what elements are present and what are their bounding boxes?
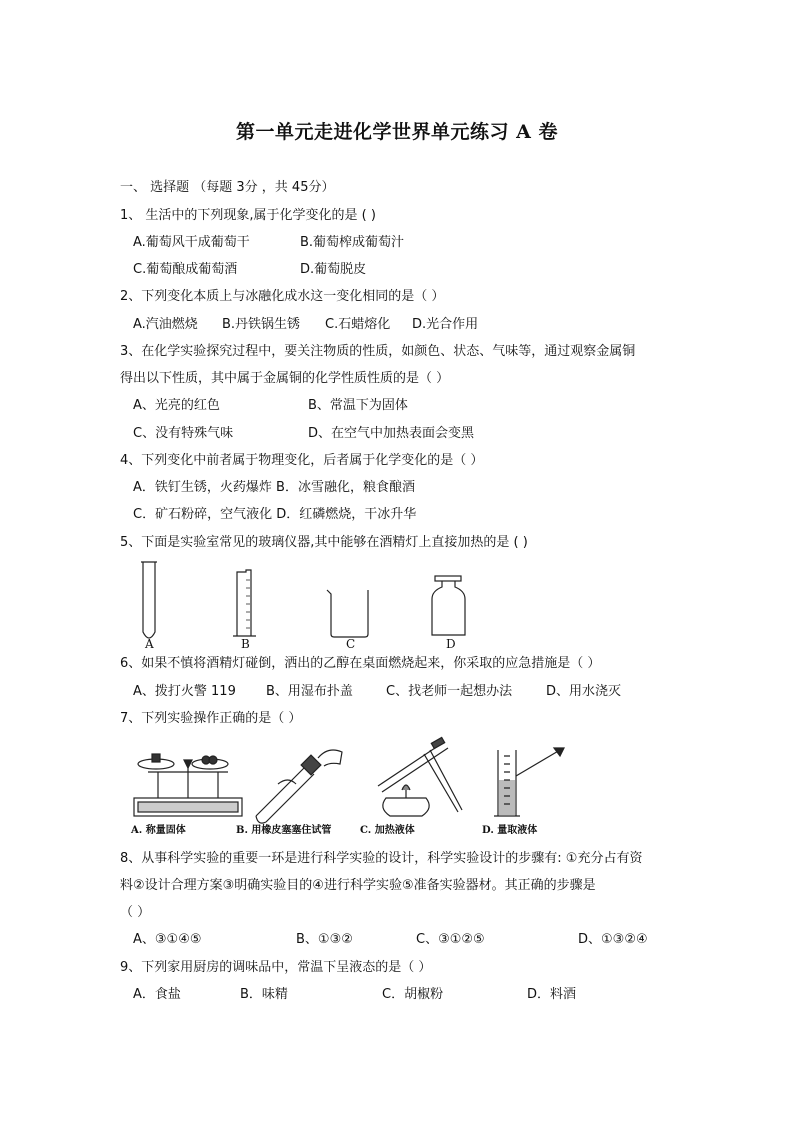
- q5-label-b: B: [241, 637, 250, 651]
- q7-caption-a: A. 称量固体: [131, 825, 186, 836]
- section-heading: 一、 选择题 （每题 3分 ，共 45分）: [120, 180, 335, 195]
- q9-option-d: D．料酒: [527, 987, 577, 1002]
- q7-caption-b: B. 用橡皮塞塞住试管: [236, 825, 332, 836]
- q9-option-b: B．味精: [240, 987, 288, 1002]
- question-2-stem: 2、下列变化本质上与冰融化成水这一变化相同的是（ ）: [120, 289, 445, 304]
- q7-caption-d: D. 量取液体: [482, 825, 538, 836]
- stopper-tube-icon: [256, 750, 342, 823]
- q2-option-b: B.丹铁锅生锈: [222, 317, 301, 332]
- q2-option-c: C.石蜡熔化: [325, 317, 391, 332]
- test-tube-icon: [141, 562, 157, 638]
- q1-option-a: A.葡萄风干成葡萄干: [133, 235, 250, 250]
- cylinder-reading-icon: [494, 748, 564, 816]
- question-3-stem-line2: 得出以下性质，其中属于金属铜的化学性质性质的是（ ）: [120, 371, 450, 386]
- question-7-stem: 7、下列实验操作正确的是（ ）: [120, 711, 302, 726]
- q6-option-c: C、找老师一起想办法: [386, 684, 513, 699]
- alcohol-lamp-heating-icon: [378, 737, 462, 816]
- q5-label-c: C: [346, 637, 356, 651]
- question-5-stem: 5、下面是实验室常见的玻璃仪器,其中能够在酒精灯上直接加热的是 ( ): [120, 535, 528, 550]
- balance-scale-icon: [134, 754, 242, 816]
- question-6-stem: 6、如果不慎将酒精灯碰倒，洒出的乙醇在桌面燃烧起来，你采取的应急措施是（ ）: [120, 656, 601, 671]
- q7-caption-c: C. 加热液体: [360, 825, 415, 836]
- q9-option-a: A．食盐: [133, 987, 181, 1002]
- q1-option-c: C.葡萄酿成葡萄酒: [133, 262, 238, 277]
- q3-option-d: D、在空气中加热表面会变黑: [308, 426, 475, 441]
- question-4-stem: 4、下列变化中前者属于物理变化，后者属于化学变化的是（ ）: [120, 453, 484, 468]
- q8-option-c: C、③①②⑤: [416, 932, 485, 947]
- q8-option-a: A、③①④⑤: [133, 932, 202, 947]
- q3-option-c: C、没有特殊气味: [133, 426, 234, 441]
- q5-label-d: D: [446, 637, 456, 651]
- q3-option-a: A、光亮的红色: [133, 398, 220, 413]
- question-9-stem: 9、下列家用厨房的调味品中，常温下呈液态的是（ ）: [120, 960, 432, 975]
- q4-options-line1: A．铁钉生锈，火药爆炸 B．冰雪融化，粮食酿酒: [133, 480, 415, 495]
- question-8-stem-line3: （ ）: [120, 905, 151, 920]
- graduated-cylinder-icon: [233, 570, 256, 636]
- q3-option-b: B、常温下为固体: [308, 398, 408, 413]
- q6-option-b: B、用湿布扑盖: [266, 684, 353, 699]
- q1-option-d: D.葡萄脱皮: [300, 262, 367, 277]
- q8-option-d: D、①③②④: [578, 932, 648, 947]
- q5-label-a: A: [145, 637, 154, 651]
- q1-option-b: B.葡萄榨成葡萄汁: [300, 235, 405, 250]
- glassware-figure: [120, 556, 480, 652]
- lab-operations-figure: [128, 736, 588, 824]
- q2-option-d: D.光合作用: [412, 317, 479, 332]
- q6-option-d: D、用水浇灭: [546, 684, 622, 699]
- q2-option-a: A.汽油燃烧: [133, 317, 198, 332]
- beaker-icon: [327, 590, 368, 637]
- question-8-stem-line2: 料②设计合理方案③明确实验目的④进行科学实验⑤准备实验器材。其正确的步骤是: [120, 878, 596, 893]
- q9-option-c: C．胡椒粉: [382, 987, 444, 1002]
- question-1-stem: 1、 生活中的下列现象,属于化学变化的是 ( ): [120, 208, 376, 223]
- question-8-stem-line1: 8、从事科学实验的重要一环是进行科学实验的设计，科学实验设计的步骤有: ①充分占有资: [120, 851, 643, 866]
- reagent-bottle-icon: [432, 576, 465, 635]
- q8-option-b: B、①③②: [296, 932, 353, 947]
- q4-options-line2: C．矿石粉碎，空气液化 D．红磷燃烧，干冰升华: [133, 507, 417, 522]
- q6-option-a: A、拨打火警 119: [133, 684, 236, 699]
- page-title: 第一单元走进化学世界单元练习 A 卷: [236, 121, 558, 143]
- question-3-stem-line1: 3、在化学实验探究过程中，要关注物质的性质，如颜色、状态、气味等，通过观察金属铜: [120, 344, 636, 359]
